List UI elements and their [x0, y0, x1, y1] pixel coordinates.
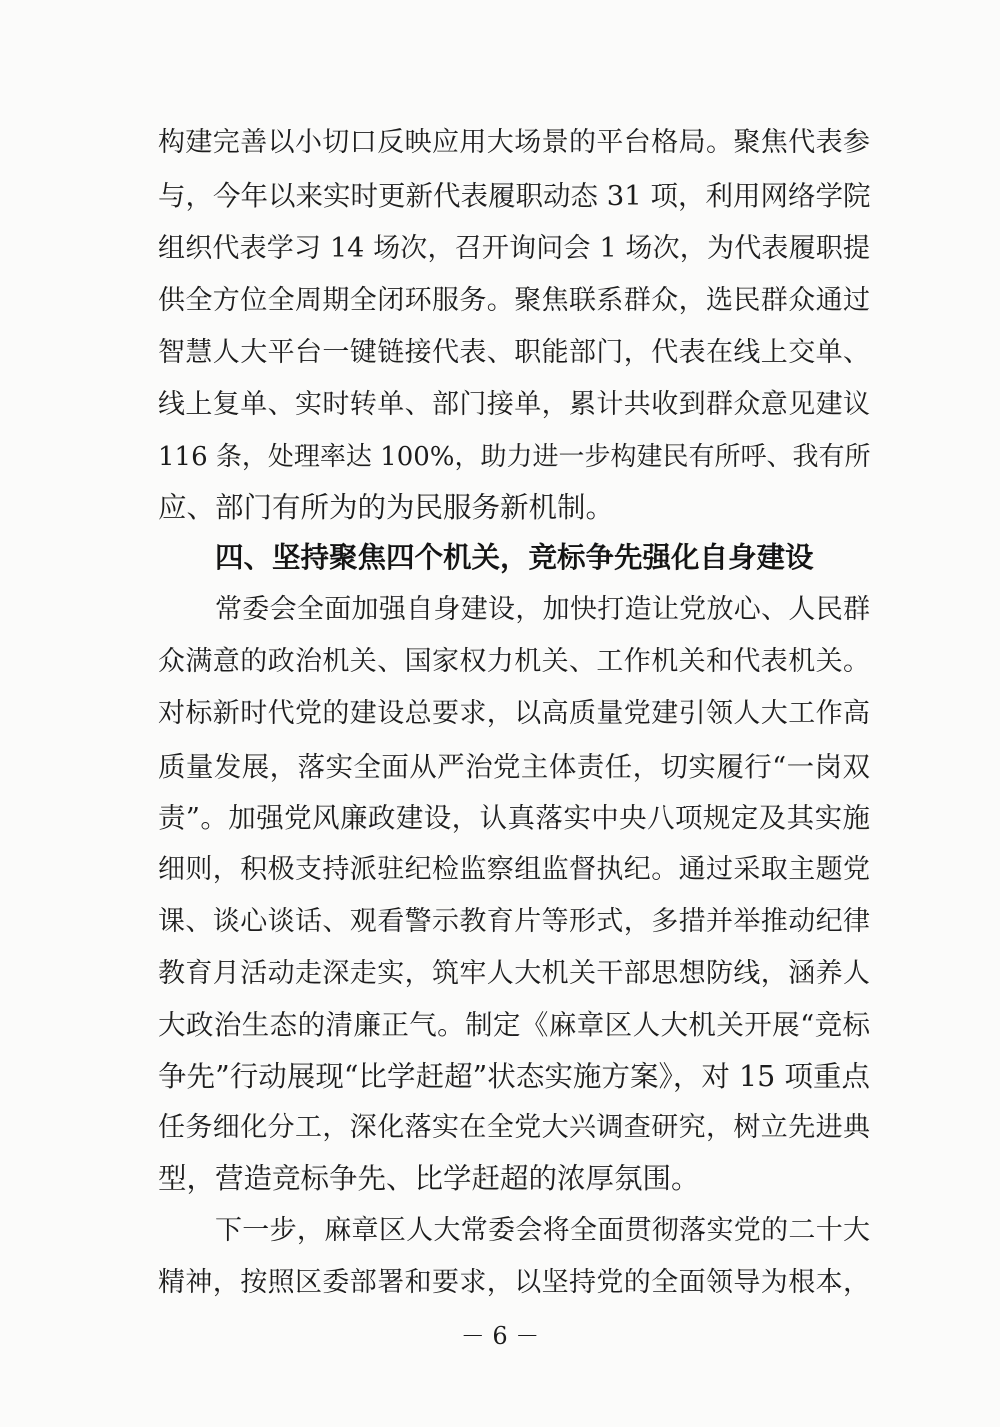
paragraph-line: 质量发展，落实全面从严治党主体责任，切实履行“一岗双 — [158, 751, 870, 783]
paragraph-line: 教育月活动走深走实，筑牢人大机关干部思想防线，涵养人 — [158, 958, 870, 989]
page-number: － 6 － — [460, 1322, 540, 1350]
paragraph-line: 对标新时代党的建设总要求，以高质量党建引领人大工作高 — [158, 698, 870, 729]
paragraph-line: 智慧人大平台一键链接代表、职能部门，代表在线上交单、 — [158, 337, 870, 368]
paragraph-line: 众满意的政治机关、国家权力机关、工作机关和代表机关。 — [158, 646, 870, 677]
paragraph-line: 细则，积极支持派驻纪检监察组监督执纪。通过采取主题党 — [158, 854, 870, 885]
paragraph-line: 供全方位全周期全闭环服务。聚焦联系群众，选民群众通过 — [158, 285, 870, 316]
paragraph-line: 争先”行动展现“比学赶超”状态实施方案》，对 15 项重点 — [158, 1060, 870, 1093]
paragraph-line: 课、谈心谈话、观看警示教育片等形式，多措并举推动纪律 — [158, 906, 870, 937]
paragraph-line: 构建完善以小切口反映应用大场景的平台格局。聚焦代表参 — [158, 127, 870, 158]
paragraph-line: 型，营造竞标争先、比学赶超的浓厚氛围。 — [158, 1162, 700, 1195]
paragraph-line: 线上复单、实时转单、部门接单，累计共收到群众意见建议 — [158, 389, 870, 420]
paragraph-line: 精神，按照区委部署和要求，以坚持党的全面领导为根本， — [158, 1267, 870, 1298]
section-heading: 四、坚持聚焦四个机关，竞标争先强化自身建设 — [215, 541, 814, 574]
paragraph-line: 116 条，处理率达 100%，助力进一步构建民有所呼、我有所 — [158, 442, 871, 472]
paragraph-line: 应、部门有所为的为民服务新机制。 — [158, 491, 615, 524]
paragraph-line: 组织代表学习 14 场次，召开询问会 1 场次，为代表履职提 — [158, 233, 870, 264]
paragraph-line: 大政治生态的清廉正气。制定《麻章区人大机关开展“竞标 — [158, 1009, 870, 1041]
paragraph-line: 常委会全面加强自身建设，加快打造让党放心、人民群 — [215, 594, 870, 625]
paragraph-line: 任务细化分工，深化落实在全党大兴调查研究，树立先进典 — [158, 1112, 870, 1143]
paragraph-line: 下一步，麻章区人大常委会将全面贯彻落实党的二十大 — [215, 1215, 870, 1246]
paragraph-line: 与，今年以来实时更新代表履职动态 31 项，利用网络学院 — [158, 180, 871, 212]
paragraph-line: 责”。加强党风廉政建设，认真落实中央八项规定及其实施 — [158, 802, 870, 834]
